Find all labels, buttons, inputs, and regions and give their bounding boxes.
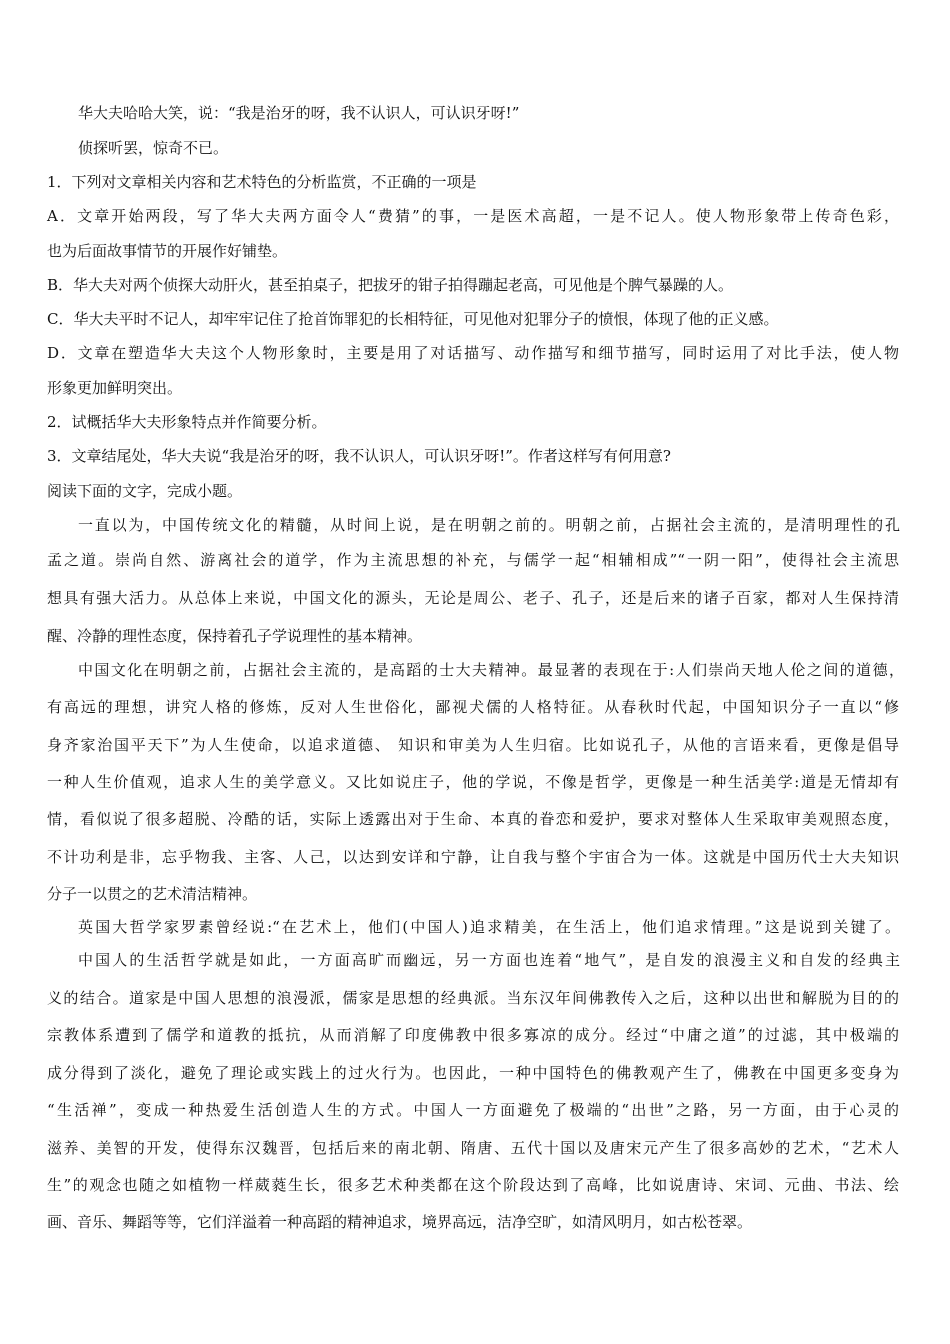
- passage-p1-line: 孟之道。崇尚自然、游离社会的道学，作为主流思想的补充，与儒学一起“相辅相成”“一阴一阳”，使得社会主流思: [47, 551, 899, 569]
- question-1-option-a-cont: 也为后面故事情节的开展作好铺垫。: [47, 242, 288, 260]
- question-1-stem: 1．下列对文章相关内容和艺术特色的分析监赏，不正确的一项是: [47, 173, 477, 191]
- story-closing-line: 侦探听罢，惊奇不已。: [78, 139, 229, 157]
- question-1-option-a: A．文章开始两段，写了华大夫两方面令人“费猜”的事，一是医术高超，一是不记人。使人物形象带上传奇色彩，: [47, 207, 899, 225]
- question-1-option-c: C．华大夫平时不记人，却牢牢记住了抢首饰罪犯的长相特征，可见他对犯罪分子的愤恨，体现了他的正义感。: [47, 310, 779, 328]
- reading-instructions: 阅读下面的文字，完成小题。: [47, 482, 243, 500]
- passage-p2-line: 分子一以贯之的艺术清洁精神。: [47, 885, 258, 903]
- passage-p4-line: 宗教体系遭到了儒学和道教的抵抗，从而消解了印度佛教中很多寡凉的成分。经过“中庸之道”的过滤，其中极端的: [47, 1026, 899, 1044]
- passage-p2-line: 中国文化在明朝之前，占据社会主流的，是高蹈的士大夫精神。最显著的表现在于:人们崇尚天地人伦之间的道德，: [78, 661, 904, 679]
- question-1-option-b: B．华大夫对两个侦探大动肝火，甚至拍桌子，把拔牙的钳子拍得蹦起老高，可见他是个脾气暴躁的人。: [47, 276, 734, 294]
- passage-p2-line: 一种人生价值观，追求人生的美学意义。又比如说庄子，他的学说，不像是哲学，更像是一种生活美学:道是无情却有: [47, 773, 899, 791]
- passage-p1-line: 想具有强大活力。从总体上来说，中国文化的源头，无论是周公、老子、孔子，还是后来的诸子百家，都对人生保持清: [47, 589, 899, 607]
- question-1-option-d: D．文章在塑造华大夫这个人物形象时，主要是用了对话描写、动作描写和细节描写，同时运用了对比手法，使人物: [47, 344, 899, 362]
- passage-p3-line: 英国大哲学家罗素曾经说:“在艺术上，他们(中国人)追求精美，在生活上，他们追求情理。”这是说到关键了。: [78, 918, 900, 936]
- story-dialogue-line: 华大夫哈哈大笑，说：“我是治牙的呀，我不认识人，可认识牙呀!”: [78, 104, 520, 122]
- question-2: 2．试概括华大夫形象特点并作简要分析。: [47, 413, 327, 431]
- passage-p1-line: 醒、冷静的理性态度，保持着孔子学说理性的基本精神。: [47, 627, 423, 645]
- passage-p4-line: 中国人的生活哲学就是如此，一方面高旷而幽远，另一方面也连着“地气”，是自发的浪漫主义和自发的经典主: [78, 951, 900, 969]
- passage-p4-line: 滋养、美智的开发，使得东汉魏晋，包括后来的南北朝、隋唐、五代十国以及唐宋元产生了很多高妙的艺术，“艺术人: [47, 1139, 899, 1157]
- passage-p4-line: 义的结合。道家是中国人思想的浪漫派，儒家是思想的经典派。当东汉年间佛教传入之后，这种以出世和解脱为目的的: [47, 989, 899, 1007]
- question-3: 3．文章结尾处，华大夫说“我是治牙的呀，我不认识人，可认识牙呀!”。作者这样写有何用意?: [47, 447, 671, 465]
- passage-p1-line: 一直以为，中国传统文化的精髓，从时间上说，是在明朝之前的。明朝之前，占据社会主流的，是清明理性的孔: [78, 516, 900, 534]
- passage-p4-line: “生活禅”，变成一种热爱生活创造人生的方式。中国人一方面避免了极端的“出世”之路，另一方面，由于心灵的: [47, 1101, 899, 1119]
- passage-p4-line: 生”的观念也随之如植物一样葳蕤生长，很多艺术种类都在这个阶段达到了高峰，比如说唐诗、宋词、元曲、书法、绘: [47, 1176, 899, 1194]
- passage-p2-line: 身齐家治国平天下”为人生使命，以追求道德、 知识和审美为人生归宿。比如说孔子，从他的言语来看，更像是倡导: [47, 736, 899, 754]
- passage-p4-line: 成分得到了淡化，避免了理论或实践上的过火行为。也因此，一种中国特色的佛教观产生了，佛教在中国更多变身为: [47, 1064, 899, 1082]
- passage-p2-line: 有高远的理想，讲究人格的修炼，反对人生世俗化，鄙视犬儒的人格特征。从春秋时代起，中国知识分子一直以“修: [47, 698, 899, 716]
- passage-p2-line: 不计功利是非，忘乎物我、主客、人己，以达到安详和宁静，让自我与整个宇宙合为一体。这就是中国历代士大夫知识: [47, 848, 899, 866]
- passage-p4-line: 画、音乐、舞蹈等等，它们洋溢着一种高蹈的精神追求，境界高远，洁净空旷，如清风明月，如古松苍翠。: [47, 1213, 753, 1231]
- passage-p2-line: 情，看似说了很多超脱、冷酷的话，实际上透露出对于生命、本真的眷恋和爱护，要求对整体人生采取审美观照态度，: [47, 810, 899, 828]
- question-1-option-d-cont: 形象更加鲜明突出。: [47, 379, 183, 397]
